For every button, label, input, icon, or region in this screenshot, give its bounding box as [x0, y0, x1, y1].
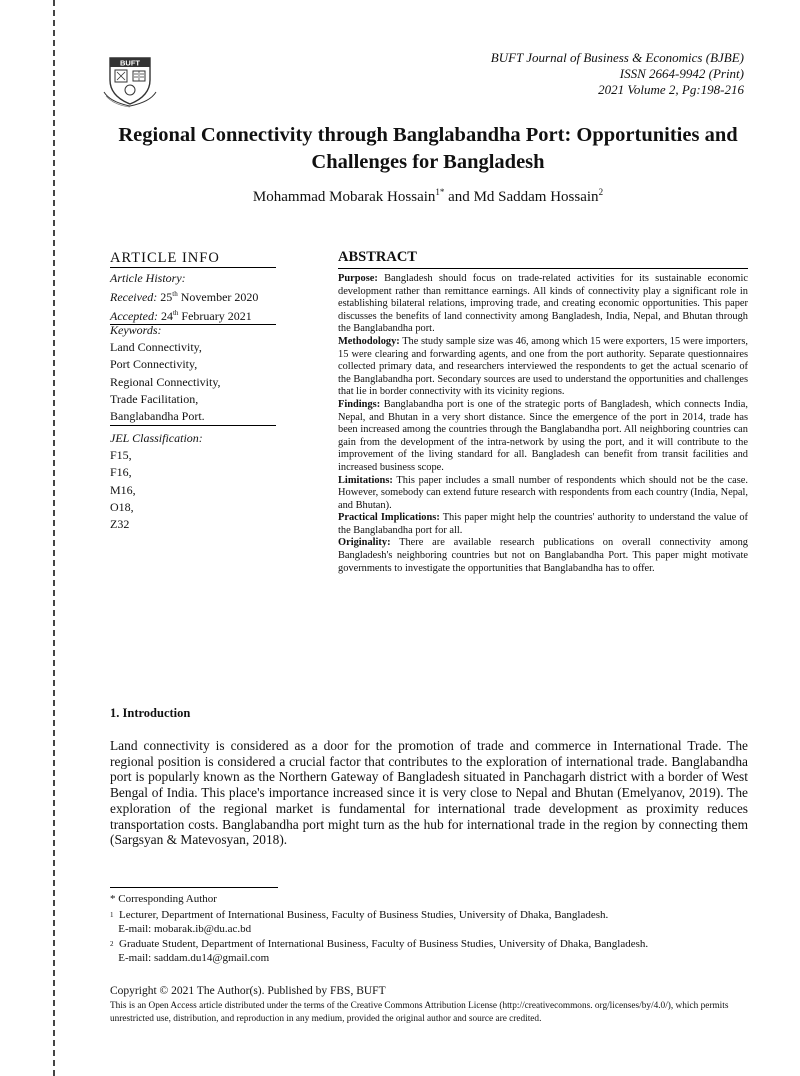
article-history: [110, 270, 276, 325]
abstract-practical-implications: Practical Implications: This paper might help the countries' authority to understand the value of the Banglabandha port for all.: [338, 512, 748, 536]
abstract-methodology: Methodology: The study sample size was 46, among which 15 were exporters, 15 were importers, 15 were clearing and forwarding agents, and one from the port authority. Separate questionnaires collected primary data, and researchers interviewed the respondents to get the actual scenario of the Banglabandha port. Secondary sources are used to understand the opportunities and challenges that lie in border connectivity with its vicinity regions.: [338, 335, 748, 398]
copyright-line: Copyright © 2021 The Author(s). Published by FBS, BUFT: [110, 985, 386, 997]
author-connector: and: [444, 189, 474, 205]
article-info-heading: ARTICLE INFO: [110, 249, 276, 268]
jel-label: JEL Classification:: [110, 431, 203, 445]
author-1-affiliation-mark: 1*: [435, 187, 445, 197]
journal-volume: 2021 Volume 2, Pg:198-216: [598, 82, 744, 97]
accepted-date: Accepted: 24th February 2021: [110, 309, 252, 323]
buft-logo: [100, 50, 160, 108]
jel-code: F16,: [110, 465, 132, 480]
footnote-1-email: E-mail: mobarak.ib@du.ac.bd: [118, 923, 252, 935]
abstract-heading: ABSTRACT: [338, 249, 417, 265]
footnote-2: $^2$ Graduate Student, Department of International Business, Faculty of Business Studies, University of Dhaka, Bangladesh. E-mail: saddam.du14@gmail.com: [110, 938, 649, 964]
author-line: [100, 187, 756, 206]
abstract-rule: [338, 268, 748, 269]
jel-code: O18,: [110, 499, 134, 514]
author-2-affiliation-mark: 2: [598, 187, 604, 197]
jel-code: Z32: [110, 517, 130, 532]
paper-title: [100, 122, 756, 176]
keywords-label: Keywords:: [110, 323, 162, 337]
abstract-originality: Originality: There are available research publications on overall connectivity among Bangladesh's neighboring countries but not on Banglabandha Port. This paper might motivate governments to investigate the opportunities that Banglabandha has to offer.: [338, 537, 748, 574]
jel-block: [110, 430, 276, 533]
keywords-block: [110, 322, 276, 426]
introduction-heading: 1. Introduction: [110, 706, 191, 720]
abstract-limitations: Limitations: This paper includes a small number of respondents which should not be the case. However, somebody can extend future research with respondents from each country (India, Nepal, and Bhutan).: [338, 474, 748, 511]
footnote-rule: [110, 887, 278, 888]
journal-info: [491, 50, 744, 98]
keyword-item: Port Connectivity,: [110, 357, 198, 372]
abstract-body: [338, 273, 748, 575]
abstract-purpose: Purpose: Bangladesh should focus on trade-related activities for its sustainable economic development rather than remittance earnings. All kinds of connectivity play a significant role in establishing bilateral relations, improving trade, and creating economic opportunities. This paper discusses the benefits of land connectivity among Bangladesh, India, Nepal, and Bhutan through the Banglabandha port.: [338, 273, 748, 335]
introduction-body: Land connectivity is considered as a door for the promotion of trade and commerce in International Trade. The regional position is considered a crucial factor that contributes to the exploration of international trade. Banglabandha port is popularly known as the Northern Gateway of Bangladesh situated in Panchagarh district with a border of West Bengal of India. This place's importance increased since it is very close to Nepal and Bhutan (Emelyanov, 2019). The exploration of the regional market is fundamental for international trade development as proximity reduces transportation costs. Banglabandha port might turn as the hub for international trade in the region by connecting them (Sargsyan & Matevosyan, 2018).: [110, 738, 748, 848]
title-line-1: Regional Connectivity through Banglabandha Port: Opportunities and: [118, 124, 738, 146]
jel-code: F15,: [110, 448, 132, 463]
jel-code: M16,: [110, 482, 136, 497]
abstract-findings: Findings: Banglabandha port is one of the strategic ports of Bangladesh, which connects India, Nepal, and Bhutan in a very short distance. Since the emergence of the port in 2014, trade has been increased among the countries through the Banglabandha port. All neighboring countries can gain from the development of the intra-network by using the port, and it will contribute to the improvement of the living standard for all. Bangladesh can benefit from transit facilities and increased business scope.: [338, 398, 748, 473]
footnote-2-email: E-mail: saddam.du14@gmail.com: [118, 952, 270, 964]
history-label: Article History:: [110, 271, 186, 285]
footnote-corresponding: * Corresponding Author: [110, 893, 217, 905]
margin-dashed-line: [53, 0, 55, 1076]
title-line-2: Challenges for Bangladesh: [311, 151, 545, 173]
svg-text:BUFT: BUFT: [120, 58, 140, 68]
received-date: Received: 25th November 2020: [110, 290, 259, 304]
journal-name: BUFT Journal of Business & Economics (BJBE): [490, 50, 744, 65]
footnote-1: $^1$ Lecturer, Department of International Business, Faculty of Business Studies, University of Dhaka, Bangladesh. E-mail: mobarak.ib@du.ac.bd: [110, 909, 609, 935]
license-notice: This is an Open Access article distributed under the terms of the Creative Commons Attribution License (http://creativecommons. org/licenses/by/4.0/), which permits unrestricted use, distribution, and reproduction in any medium, provided the original author and source are credited.: [110, 1001, 729, 1024]
author-1: Mohammad Mobarak Hossain: [252, 189, 436, 205]
keyword-item: Regional Connectivity,: [110, 374, 221, 389]
journal-issn: ISSN 2664-9942 (Print): [619, 66, 744, 81]
keyword-item: Banglabandha Port.: [110, 409, 205, 424]
keyword-item: Land Connectivity,: [110, 340, 202, 355]
keyword-item: Trade Facilitation,: [110, 391, 199, 406]
author-2: Md Saddam Hossain: [473, 189, 599, 205]
